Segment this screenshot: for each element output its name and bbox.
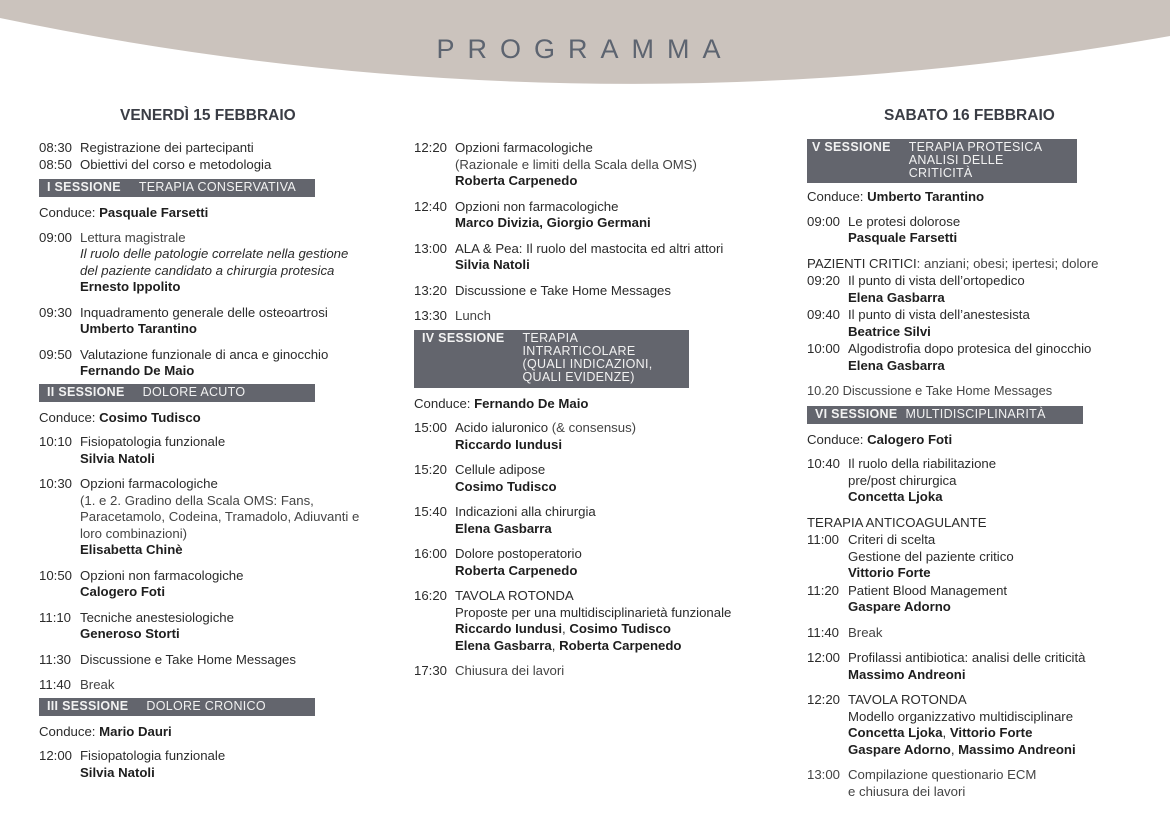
item-time: 15:00	[414, 420, 448, 435]
item-speaker: Cosimo Tudisco	[569, 621, 671, 636]
item-description: pre/post chirurgica	[848, 472, 957, 488]
item-time: 11:00	[807, 532, 840, 547]
item-title: Lunch	[455, 308, 491, 323]
item-time: 10:40	[807, 456, 841, 471]
session-bar-1	[39, 179, 315, 197]
chair-line	[39, 410, 379, 427]
subsection-heading	[807, 256, 1152, 273]
item-time: 11:40	[807, 624, 840, 640]
item-speaker: Elena Gasbarra	[848, 289, 945, 305]
item-time: 15:20	[414, 462, 448, 477]
schedule-item: 12:20 TAVOLA ROTONDA Modello organizzativo multidisciplinare Concetta Ljoka, Vittorio Forte Gaspare Adorno, Massimo Andreoni	[807, 692, 1152, 758]
item-time: 11:30	[39, 651, 72, 667]
chair-name: Calogero Foti	[867, 431, 953, 447]
schedule-item	[807, 456, 1152, 506]
session-bar-2	[39, 384, 315, 402]
item-speaker: Gaspare Adorno	[848, 741, 951, 757]
chair-line	[414, 396, 789, 413]
session-bar-4	[414, 330, 689, 388]
schedule-item	[414, 663, 789, 680]
item-speaker: Pasquale Farsetti	[848, 230, 958, 245]
schedule-item	[39, 677, 379, 694]
item-time: 12:00	[39, 748, 73, 763]
item-title: Fisiopatologia funzionale	[80, 434, 226, 449]
schedule-item	[414, 283, 789, 300]
item-speaker: Roberta Carpenedo	[559, 637, 682, 653]
session-label: II SESSIONE	[47, 384, 125, 399]
schedule-item	[414, 462, 789, 495]
schedule-item	[414, 420, 789, 453]
item-time: 09:40	[807, 307, 841, 322]
item-speaker: Marco Divizia, Giorgio Germani	[455, 215, 651, 230]
item-title: Fisiopatologia funzionale	[80, 748, 226, 763]
item-time: 13:30	[414, 308, 448, 323]
item-time: 09:00	[807, 213, 841, 229]
schedule-item	[414, 140, 789, 190]
schedule-item	[39, 652, 379, 669]
item-title: TAVOLA ROTONDA	[848, 692, 967, 707]
chair-label: Conduce:	[39, 205, 96, 220]
day-heading-saturday: SABATO 16 FEBBRAIO	[884, 107, 1055, 124]
schedule-item	[807, 383, 1152, 400]
schedule-item	[39, 230, 379, 296]
item-title: Break	[848, 624, 883, 640]
item-description: Gestione del paziente critico	[848, 548, 1014, 564]
schedule-item	[414, 241, 789, 274]
item-title: Opzioni non farmacologiche	[455, 198, 619, 214]
item-speaker: Gaspare Adorno	[848, 599, 951, 614]
chair-label: Conduce:	[39, 723, 96, 739]
schedule-item	[39, 157, 379, 174]
item-title: Algodistrofia dopo protesica del ginocchio	[848, 341, 1092, 356]
chair-name: Mario Dauri	[99, 723, 172, 739]
page-title: PROGRAMMA	[436, 34, 734, 64]
schedule-item	[807, 625, 1152, 642]
session-bar-5	[807, 139, 1077, 183]
schedule-item	[414, 546, 789, 579]
item-time: 10:30	[39, 476, 73, 491]
schedule-item	[39, 610, 379, 643]
item-description: Il ruolo delle patologie correlate nella gestione	[80, 246, 349, 261]
subsection-heading: TERAPIA ANTICOAGULANTE	[807, 514, 987, 530]
item-time: 13:20	[414, 282, 448, 298]
item-speaker: Roberta Carpenedo	[455, 173, 578, 188]
item-time: 17:30	[414, 663, 448, 678]
item-time: 13:00	[414, 240, 448, 256]
session-label: III SESSIONE	[47, 698, 129, 713]
item-speaker: Vittorio Forte	[949, 725, 1033, 740]
item-time: 09:20	[807, 273, 841, 288]
chair-label: Conduce:	[414, 395, 471, 411]
chair-line	[807, 432, 1152, 449]
item-title: Valutazione funzionale di anca e ginocchio	[80, 346, 329, 362]
item-speaker: Umberto Tarantino	[80, 321, 197, 336]
item-title: Tecniche anestesiologiche	[80, 609, 234, 625]
chair-name: Fernando De Maio	[474, 395, 589, 411]
item-title: Inquadramento generale delle osteoartrosi	[80, 304, 328, 320]
item-time: 12:20	[414, 140, 448, 155]
item-time: 11:10	[39, 609, 72, 625]
chair-line	[807, 189, 1152, 206]
item-time: 08:30	[39, 140, 73, 155]
chair-name: Pasquale Farsetti	[99, 205, 209, 220]
schedule-item	[39, 476, 379, 559]
item-description: e chiusura dei lavori	[848, 783, 966, 799]
item-speaker: Riccardo Iundusi	[455, 621, 562, 636]
item-title: Le protesi dolorose	[848, 213, 961, 229]
day-heading-friday: VENERDÌ 15 FEBBRAIO	[120, 107, 296, 124]
column-saturday	[807, 105, 1152, 809]
item-speaker: Silvia Natoli	[80, 764, 155, 780]
item-speaker: Concetta Ljoka	[848, 725, 943, 740]
session-bar-3	[39, 698, 315, 716]
item-title: Discussione e Take Home Messages	[455, 282, 671, 298]
item-title: Dolore postoperatorio	[455, 546, 582, 561]
item-title: Indicazioni alla chirurgia	[455, 504, 596, 519]
item-title: Profilassi antibiotica: analisi delle criticità	[848, 650, 1086, 665]
item-time: 10.20	[807, 383, 840, 398]
item-title: Il ruolo della riabilitazione	[848, 456, 997, 471]
schedule-item	[807, 532, 1152, 582]
item-description: Modello organizzativo multidisciplinare	[848, 708, 1074, 724]
item-time: 10:10	[39, 434, 73, 449]
item-speaker: Elena Gasbarra	[455, 637, 552, 653]
item-speaker: Generoso Storti	[80, 626, 180, 641]
item-speaker: Concetta Ljoka	[848, 489, 943, 504]
item-title: Discussione e Take Home Messages	[80, 651, 296, 667]
session-label: V SESSIONE	[812, 140, 891, 154]
chair-label: Conduce:	[807, 431, 864, 447]
item-time: 09:00	[39, 229, 73, 245]
subsection-title: PAZIENTI CRITICI	[807, 255, 917, 271]
session-bar-6	[807, 406, 1083, 424]
session-label: VI SESSIONE	[815, 406, 898, 421]
schedule-item	[807, 341, 1152, 374]
schedule-item	[807, 583, 1152, 616]
item-title: Il punto di vista dell’ortopedico	[848, 273, 1025, 288]
item-description: Paracetamolo, Codeina, Tramadolo, Adiuvanti e	[80, 509, 360, 524]
item-time: 15:40	[414, 504, 448, 519]
item-title: Opzioni farmacologiche	[455, 140, 593, 155]
column-friday-morning	[39, 105, 379, 790]
schedule-item	[39, 748, 379, 781]
item-speaker: Beatrice Silvi	[848, 323, 931, 339]
schedule-item	[414, 199, 789, 232]
item-time: 13:00	[807, 767, 841, 782]
session-title: TERAPIA CONSERVATIVA	[138, 180, 297, 194]
item-speaker: Massimo Andreoni	[848, 666, 966, 682]
session-title: MULTIDISCIPLINARITÀ	[905, 406, 1046, 421]
column-friday-afternoon	[414, 140, 789, 689]
item-description: Proposte per una multidisciplinarietà funzionale	[455, 604, 732, 620]
item-time: 16:20	[414, 588, 448, 603]
schedule-item	[807, 214, 1152, 247]
item-speaker: Ernesto Ippolito	[80, 279, 181, 294]
schedule-item	[39, 305, 379, 338]
item-speaker: Silvia Natoli	[455, 257, 530, 272]
item-title: TAVOLA ROTONDA	[455, 588, 574, 603]
item-speaker: Vittorio Forte	[848, 565, 931, 580]
item-title: Il punto di vista dell’anestesista	[848, 307, 1030, 322]
item-speaker: Elisabetta Chinè	[80, 542, 183, 557]
chair-line	[39, 724, 379, 741]
chair-label: Conduce:	[39, 409, 96, 425]
item-speaker: Riccardo Iundusi	[455, 436, 562, 452]
schedule-item	[414, 308, 789, 325]
item-time: 12:40	[414, 198, 448, 214]
item-time: 11:40	[39, 677, 72, 692]
schedule-item	[807, 273, 1152, 306]
session-label: I SESSIONE	[47, 180, 121, 194]
schedule-item	[39, 347, 379, 380]
session-label: IV SESSIONE	[422, 330, 505, 345]
item-title: ALA & Pea: Il ruolo del mastocita ed altri attori	[455, 240, 724, 256]
schedule-item	[807, 767, 1152, 800]
session-title: DOLORE CRONICO	[146, 698, 266, 713]
item-speaker: Elena Gasbarra	[455, 520, 552, 536]
session-title: DOLORE ACUTO	[142, 384, 246, 399]
schedule-item	[39, 140, 379, 157]
item-title: Opzioni farmacologiche	[80, 476, 218, 491]
schedule-item	[39, 568, 379, 601]
item-description: (Razionale e limiti della Scala della OMS)	[455, 156, 697, 172]
schedule-item	[414, 504, 789, 537]
item-title: Opzioni non farmacologiche	[80, 567, 244, 583]
item-time: 16:00	[414, 546, 448, 561]
subsection-detail: : anziani; obesi; ipertesi; dolore	[916, 255, 1099, 271]
item-time: 10:00	[807, 341, 841, 356]
item-title: Acido ialuronico	[455, 420, 549, 435]
item-title: Discussione e Take Home Messages	[842, 383, 1053, 398]
item-title: Cellule adipose	[455, 462, 546, 477]
schedule-item	[807, 307, 1152, 340]
chair-label: Conduce:	[807, 189, 864, 204]
item-speaker: Roberta Carpenedo	[455, 562, 578, 578]
item-description: del paziente candidato a chirurgia protesica	[80, 262, 335, 278]
item-title: Registrazione dei partecipanti	[80, 140, 254, 155]
item-time: 08:50	[39, 156, 73, 172]
chair-name: Cosimo Tudisco	[99, 409, 201, 425]
item-speaker: Massimo Andreoni	[958, 741, 1076, 757]
item-title: Lettura magistrale	[80, 229, 186, 245]
session-title: TERAPIA INTRARTICOLARE (QUALI INDICAZIONI, QUALI EVIDENZE)	[522, 330, 653, 384]
item-title: Criteri di scelta	[848, 532, 936, 547]
schedule-item: 16:20 TAVOLA ROTONDA Proposte per una multidisciplinarietà funzionale Riccardo Iundusi, Cosimo Tudisco Elena Gasbarra, Roberta Carpenedo	[414, 588, 789, 654]
item-speaker: Calogero Foti	[80, 584, 165, 599]
item-title-extra: (& consensus)	[548, 420, 637, 435]
item-time: 09:50	[39, 346, 73, 362]
chair-name: Umberto Tarantino	[867, 189, 985, 204]
item-description: loro combinazioni)	[80, 525, 188, 541]
item-speaker: Silvia Natoli	[80, 450, 155, 466]
item-description: (1. e 2. Gradino della Scala OMS: Fans,	[80, 492, 314, 508]
item-title: Compilazione questionario ECM	[848, 767, 1037, 782]
schedule-item	[39, 434, 379, 467]
chair-line	[39, 205, 379, 222]
item-time: 09:30	[39, 304, 73, 320]
item-speaker: Cosimo Tudisco	[455, 478, 557, 494]
session-title: TERAPIA PROTESICA ANALISI DELLE CRITICITÀ	[908, 140, 1042, 180]
item-time: 11:20	[807, 582, 840, 598]
item-title: Patient Blood Management	[848, 582, 1008, 598]
item-speaker: Fernando De Maio	[80, 363, 195, 378]
item-time: 10:50	[39, 567, 73, 583]
item-title: Break	[80, 677, 115, 692]
item-time: 12:00	[807, 650, 841, 665]
item-speaker: Elena Gasbarra	[848, 357, 945, 373]
schedule-item	[807, 650, 1152, 683]
item-title: Chiusura dei lavori	[455, 663, 565, 678]
item-title: Obiettivi del corso e metodologia	[80, 156, 272, 172]
item-time: 12:20	[807, 692, 841, 707]
